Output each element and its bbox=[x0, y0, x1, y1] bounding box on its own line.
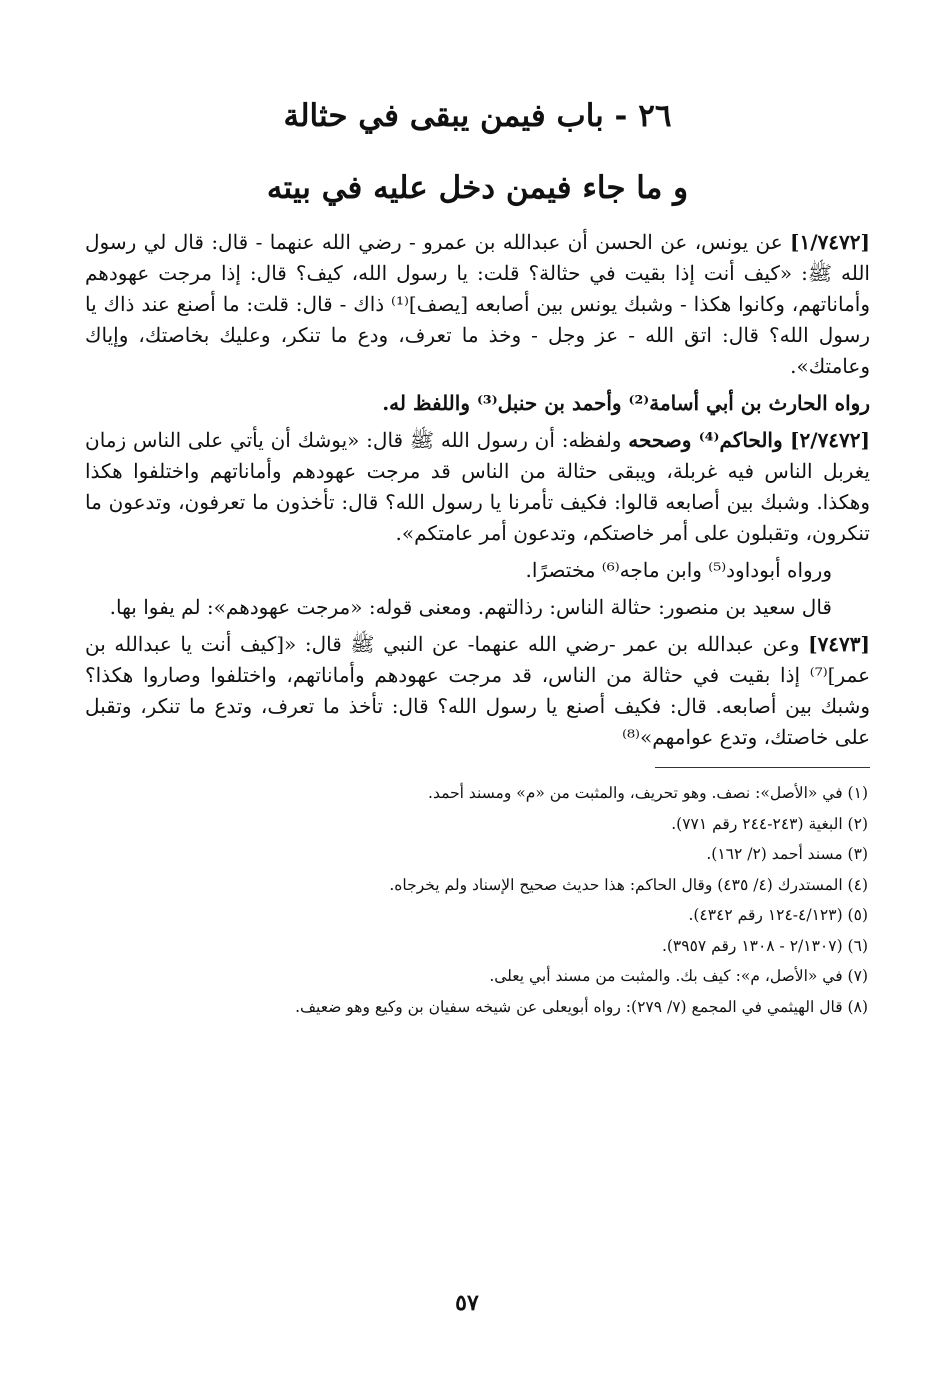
hadith-paragraph-7472-1 bbox=[85, 227, 870, 382]
hadith-paragraph-7473 bbox=[85, 629, 870, 753]
hadith-text: وعن عبدالله بن عمر -رضي الله عنهما- عن النبي ﷺ قال: «[كيف أنت يا عبدالله بن عمر]⁽⁷⁾ إذا بقيت في حثالة من الناس، قد مرجت عهودهم وأماناتهم، واختلفوا وصاروا هكذا؟ وشبك بين أصابعه. قال: فكيف أصنع يا رسول الله؟ قال: تأخذ ما تعرف، وتدع ما تنكر، وتقبل على خاصتك، وتدع عوامهم»⁽⁸⁾ bbox=[85, 632, 870, 749]
narration-note: رواه الحارث بن أبي أسامة⁽²⁾ وأحمد بن حنبل⁽³⁾ واللفظ له. bbox=[382, 391, 870, 415]
footnote-item: (٥) (٤/١٢٣-١٢٤ رقم ٤٣٤٢). bbox=[688, 906, 868, 924]
hadith-ref-number: [١/٧٤٧٢] bbox=[790, 230, 870, 254]
footnote-item: (٤) المستدرك (٤/ ٤٣٥) وقال الحاكم: هذا حديث صحيح الإسناد ولم يخرجاه. bbox=[389, 875, 868, 894]
page-number: ٥٧ bbox=[455, 1290, 479, 1316]
chapter-title-line-2: و ما جاء فيمن دخل عليه في بيته bbox=[266, 170, 689, 206]
explanation-paragraph: قال سعيد بن منصور: حثالة الناس: رذالتهم. ومعنى قوله: «مرجت عهودهم»: لم يفوا بها. bbox=[109, 595, 832, 619]
footnotes-list bbox=[85, 778, 870, 1022]
page-body bbox=[85, 95, 870, 1022]
narration-note: ورواه أبوداود⁽⁵⁾ وابن ماجه⁽⁶⁾ مختصرًا. bbox=[525, 558, 832, 582]
footnote-divider bbox=[655, 767, 870, 768]
hadith-paragraph-7472-2 bbox=[85, 425, 870, 549]
hadith-text: عن يونس، عن الحسن أن عبدالله بن عمرو - رضي الله عنهما - قال: قال لي رسول الله ﷺ: «كيف أنت إذا بقيت في حثالة؟ قلت: يا رسول الله، كيف؟ قال: إذا مرجت عهودهم وأماناتهم، وكانوا هكذا - وشبك يونس بين أصابعه [يصف]⁽¹⁾ ذاك - قال: قلت: ما أصنع عند ذاك يا رسول الله؟ قال: اتق الله - عز وجل - وخذ ما تعرف، ودع ما تنكر، وعليك بخاصتك، وإياك وعامتك». bbox=[85, 230, 870, 378]
footnote-item: (٧) في «الأصل، م»: كيف بك. والمثبت من مسند أبي يعلى. bbox=[489, 967, 868, 985]
footnote-item: (٣) مسند أحمد (٢/ ١٦٢). bbox=[706, 845, 868, 863]
footnote-item: (٢) البغية (٢٤٣-٢٤٤ رقم ٧٧١). bbox=[671, 814, 868, 833]
hadith-source-lead: والحاكم⁽⁴⁾ وصححه bbox=[628, 428, 791, 452]
footnote-item: (٨) قال الهيثمي في المجمع (٧/ ٢٧٩): رواه أبويعلى عن شيخه سفيان بن وكيع وهو ضعيف. bbox=[295, 997, 868, 1016]
footnote-item: (١) في «الأصل»: نصف. وهو تحريف، والمثبت من «م» ومسند أحمد. bbox=[428, 784, 868, 802]
hadith-ref-number: [٧٤٧٣] bbox=[808, 632, 870, 656]
hadith-text: ولفظه: أن رسول الله ﷺ قال: «يوشك أن يأتي على الناس زمان يغربل الناس فيه غربلة، ويبقى حثالة من الناس قد مرجت عهودهم وأماناتهم واختلفوا هكذا وهكذا. وشبك بين أصابعه قالوا: فكيف تأمرنا يا رسول الله؟ قال: تأخذون ما تعرفون، وتدعون ما تنكرون، وتقبلون على أمر خاصتكم، وتدعون أمر عامتكم». bbox=[85, 428, 870, 545]
footnote-item: (٦) (٢/١٣٠٧ - ١٣٠٨ رقم ٣٩٥٧). bbox=[661, 936, 868, 955]
chapter-title-line-1: ٢٦ - باب فيمن يبقى في حثالة bbox=[283, 98, 672, 134]
hadith-ref-number: [٢/٧٤٧٢] bbox=[790, 428, 870, 452]
